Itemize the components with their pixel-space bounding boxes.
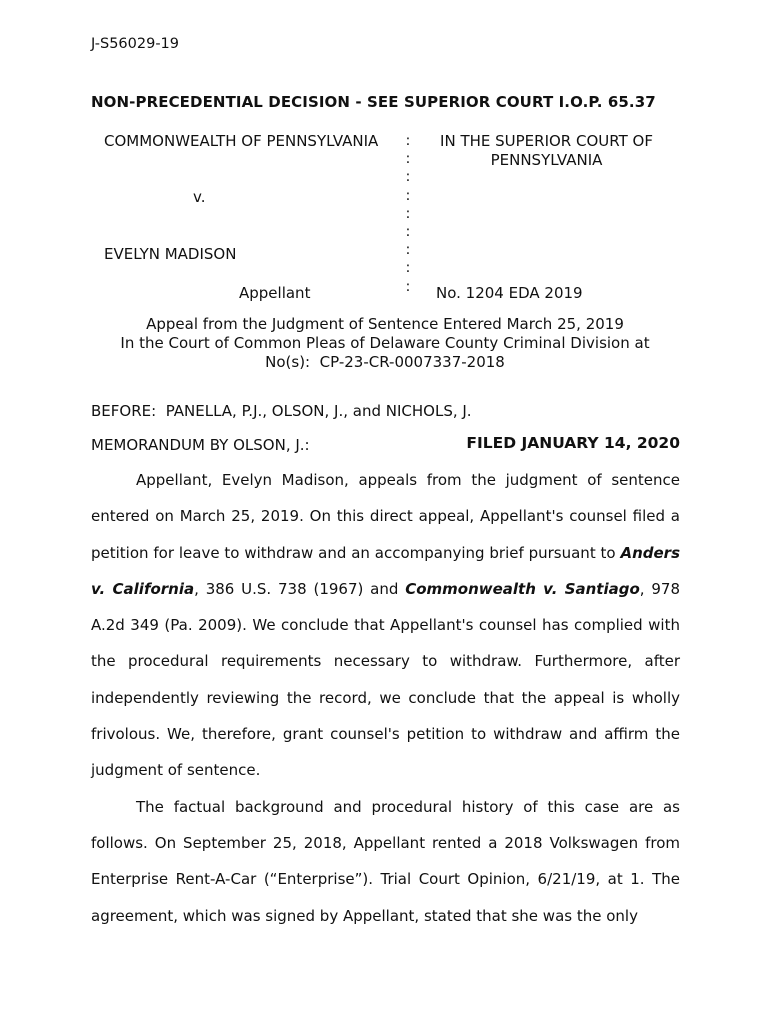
paragraph-1-text-b: , 386 U.S. 738 (1967) and [194,579,406,598]
case-citation-santiago: Commonwealth v. Santiago [405,579,640,598]
caption-colon-divider: : : : : : : : : : [405,133,411,295]
court-name: IN THE SUPERIOR COURT OF PENNSYLVANIA [440,132,653,169]
panel-judges: BEFORE: PANELLA, P.J., OLSON, J., and NICHOLS, J. [91,402,472,420]
paragraph-1-text-a: Appellant, Evelyn Madison, appeals from the judgment of sentence entered on March 25, 2019. On this direct appeal, Appellant's counsel filed a petition for leave to withdraw and an accompanying brief pursuant to [91,471,680,562]
opinion-body [91,462,680,934]
case-citation-anders: Anders v. California [91,543,680,598]
paragraph-2: The factual background and procedural history of this case are as follows. On September 25, 2018, Appellant rented a 2018 Volkswagen from Enterprise Rent-A-Car (“Enterprise”). Trial Court Opinion, 6/21/19, at 1. The agreement, which was signed by Appellant, stated that she was the only [91,797,680,925]
appeal-line-1: Appeal from the Judgment of Sentence Entered March 25, 2019 [146,315,624,333]
caption-defendant: EVELYN MADISON [104,245,237,263]
document-id: J-S56029-19 [91,36,180,52]
memorandum-author: MEMORANDUM BY OLSON, J.: [91,436,310,454]
caption-versus: v. [193,188,206,206]
non-precedential-banner: NON-PRECEDENTIAL DECISION - SEE SUPERIOR COURT I.O.P. 65.37 [91,93,656,111]
caption-plaintiff: COMMONWEALTH OF PENNSYLVANIA [104,132,379,150]
docket-number: No. 1204 EDA 2019 [436,284,583,302]
filed-date: FILED JANUARY 14, 2020 [466,434,680,452]
appeal-line-2: In the Court of Common Pleas of Delaware County Criminal Division at [120,334,650,352]
caption-role: Appellant [239,284,311,302]
appeal-line-3: No(s): CP-23-CR-0007337-2018 [265,353,505,371]
paragraph-1-text-c: , 978 A.2d 349 (Pa. 2009). We conclude that Appellant's counsel has complied with the procedural requirements necessary to withdraw. Furthermore, after independently reviewing the record, we conclude that the appeal is wholly frivolous. We, therefore, grant counsel's petition to withdraw and affirm the judgment of sentence. [91,579,681,780]
paragraph-1 [91,462,680,789]
appeal-info [90,315,680,372]
